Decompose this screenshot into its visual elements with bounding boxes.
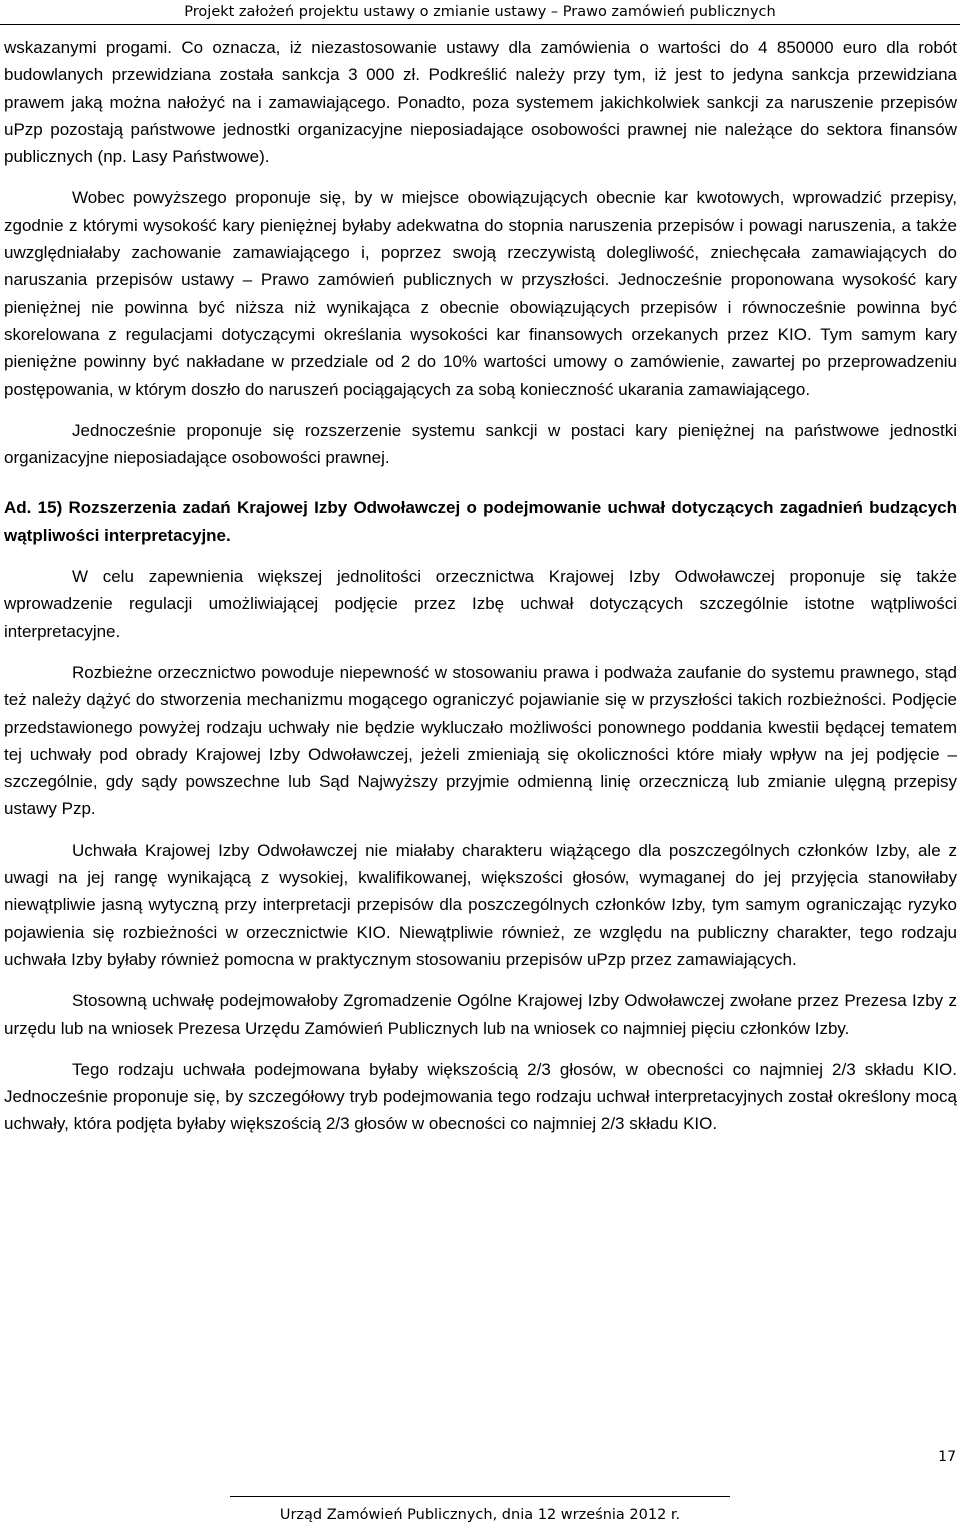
paragraph: Rozbieżne orzecznictwo powoduje niepewność w stosowaniu prawa i podważa zaufanie do systemu prawnego, stąd też należy dążyć do stworzenia mechanizmu mogącego ograniczyć pojawianie się w przyszłości takich rozbieżności. Podjęcie przedstawionego powyżej rodzaju uchwały nie będzie wykluczało możliwości ponownego poddania kwestii będącej tematem tej uchwały pod obrady Krajowej Izby Odwoławczej, jeżeli zmieniają się okoliczności które miały wpływ na jej podjęcie – szczególnie, gdy sądy powszechne lub Sąd Najwyższy przyjmie odmienną linię orzeczniczą lub zmianie ulęgną przepisy ustawy Pzp.	[4, 662, 957, 819]
paragraph: Jednocześnie proponuje się rozszerzenie systemu sankcji w postaci kary pieniężnej na państwowe jednostki organizacyjne nieposiadające osobowości prawnej.	[4, 420, 957, 468]
page-number: 17	[938, 1449, 956, 1465]
paragraph: W celu zapewnienia większej jednolitości orzecznictwa Krajowej Izby Odwoławczej proponuje się także wprowadzenie regulacji umożliwiającej podjęcie przez Izbę uchwał dotyczących szczególnie istotne wątpliwości interpretacyjne.	[4, 567, 957, 641]
paragraph: Wobec powyższego proponuje się, by w miejsce obowiązujących obecnie kar kwotowych, wprowadzić przepisy, zgodnie z którymi wysokość kary pieniężnej byłaby adekwatna do stopnia naruszenia przepisów i powagi naruszenia, a także uwzględniałaby zachowanie zamawiającego i, poprzez swoją rzeczywistą dolegliwość, zniechęcała zamawiających do naruszania przepisów ustawy – Prawo zamówień publicznych w przyszłości. Jednocześnie proponowana wysokość kary pieniężnej nie powinna być niższa niż wynikająca z obecnie obowiązujących przepisów i równocześnie powinna być skorelowana z regulacjami dotyczącymi określania wysokości kar finansowych orzekanych przez KIO. Tym samym kary pieniężne powinny być nakładane w przedziale od 2 do 10% wartości umowy o zamówienie, zawartej po przeprowadzeniu postępowania, w którym doszło do naruszeń pociągających za sobą konieczność ukarania zamawiającego.	[4, 188, 957, 399]
document-title: Projekt założeń projektu ustawy o zmianie ustawy – Prawo zamówień publicznych	[184, 4, 776, 20]
paragraph: Uchwała Krajowej Izby Odwoławczej nie miałaby charakteru wiążącego dla poszczególnych członków Izby, ale z uwagi na jej rangę wynikającą z wysokiej, kwalifikowanej, większości głosów, wymaganej do jej przyjęcia stanowiłaby niewątpliwie jasną wytyczną przy interpretacji przepisów dla poszczególnych członków Izby, tym samym ograniczając ryzyko pojawienia się rozbieżności w orzecznictwie KIO. Niewątpliwie również, ze względu na publiczny charakter, tego rodzaju uchwała Izby byłaby również pomocna w praktycznym stosowaniu przepisów uPzp przez zamawiających.	[4, 840, 957, 969]
document-body	[4, 34, 957, 1152]
footer-divider	[230, 1496, 730, 1497]
section-heading: Ad. 15) Rozszerzenia zadań Krajowej Izby Odwoławczej o podejmowanie uchwał dotyczących zagadnień budzących wątpliwości interpretacyjne.	[4, 498, 957, 545]
header-divider	[0, 24, 960, 25]
paragraph: Tego rodzaju uchwała podejmowana byłaby większością 2/3 głosów, w obecności co najmniej 2/3 składu KIO. Jednocześnie proponuje się, by szczegółowy tryb podejmowania tego rodzaju uchwał interpretacyjnych został określony mocą uchwały, która podjęta byłaby większością 2/3 głosów w obecności co najmniej 2/3 składu KIO.	[4, 1059, 957, 1134]
paragraph: Stosowną uchwałę podejmowałoby Zgromadzenie Ogólne Krajowej Izby Odwoławczej zwołane przez Prezesa Izby z urzędu lub na wniosek Prezesa Urzędu Zamówień Publicznych lub na wniosek co najmniej pięciu członków Izby.	[4, 991, 957, 1038]
paragraph: wskazanymi progami. Co oznacza, iż niezastosowanie ustawy dla zamówienia o wartości do 4 850000 euro dla robót budowlanych przewidziana została sankcja 3 000 zł. Podkreślić należy przy tym, iż jest to jedyna sankcja przewidziana prawem jaką można nałożyć na i zamawiającego. Ponadto, poza systemem jakichkolwiek sankcji za naruszenie przepisów uPzp pozostają państwowe jednostki organizacyjne nieposiadające osobowości prawnej nie należące do sektora finansów publicznych (np. Lasy Państwowe).	[4, 38, 957, 167]
page-header	[0, 0, 960, 28]
footer-text: Urząd Zamówień Publicznych, dnia 12 września 2012 r.	[279, 1507, 681, 1523]
